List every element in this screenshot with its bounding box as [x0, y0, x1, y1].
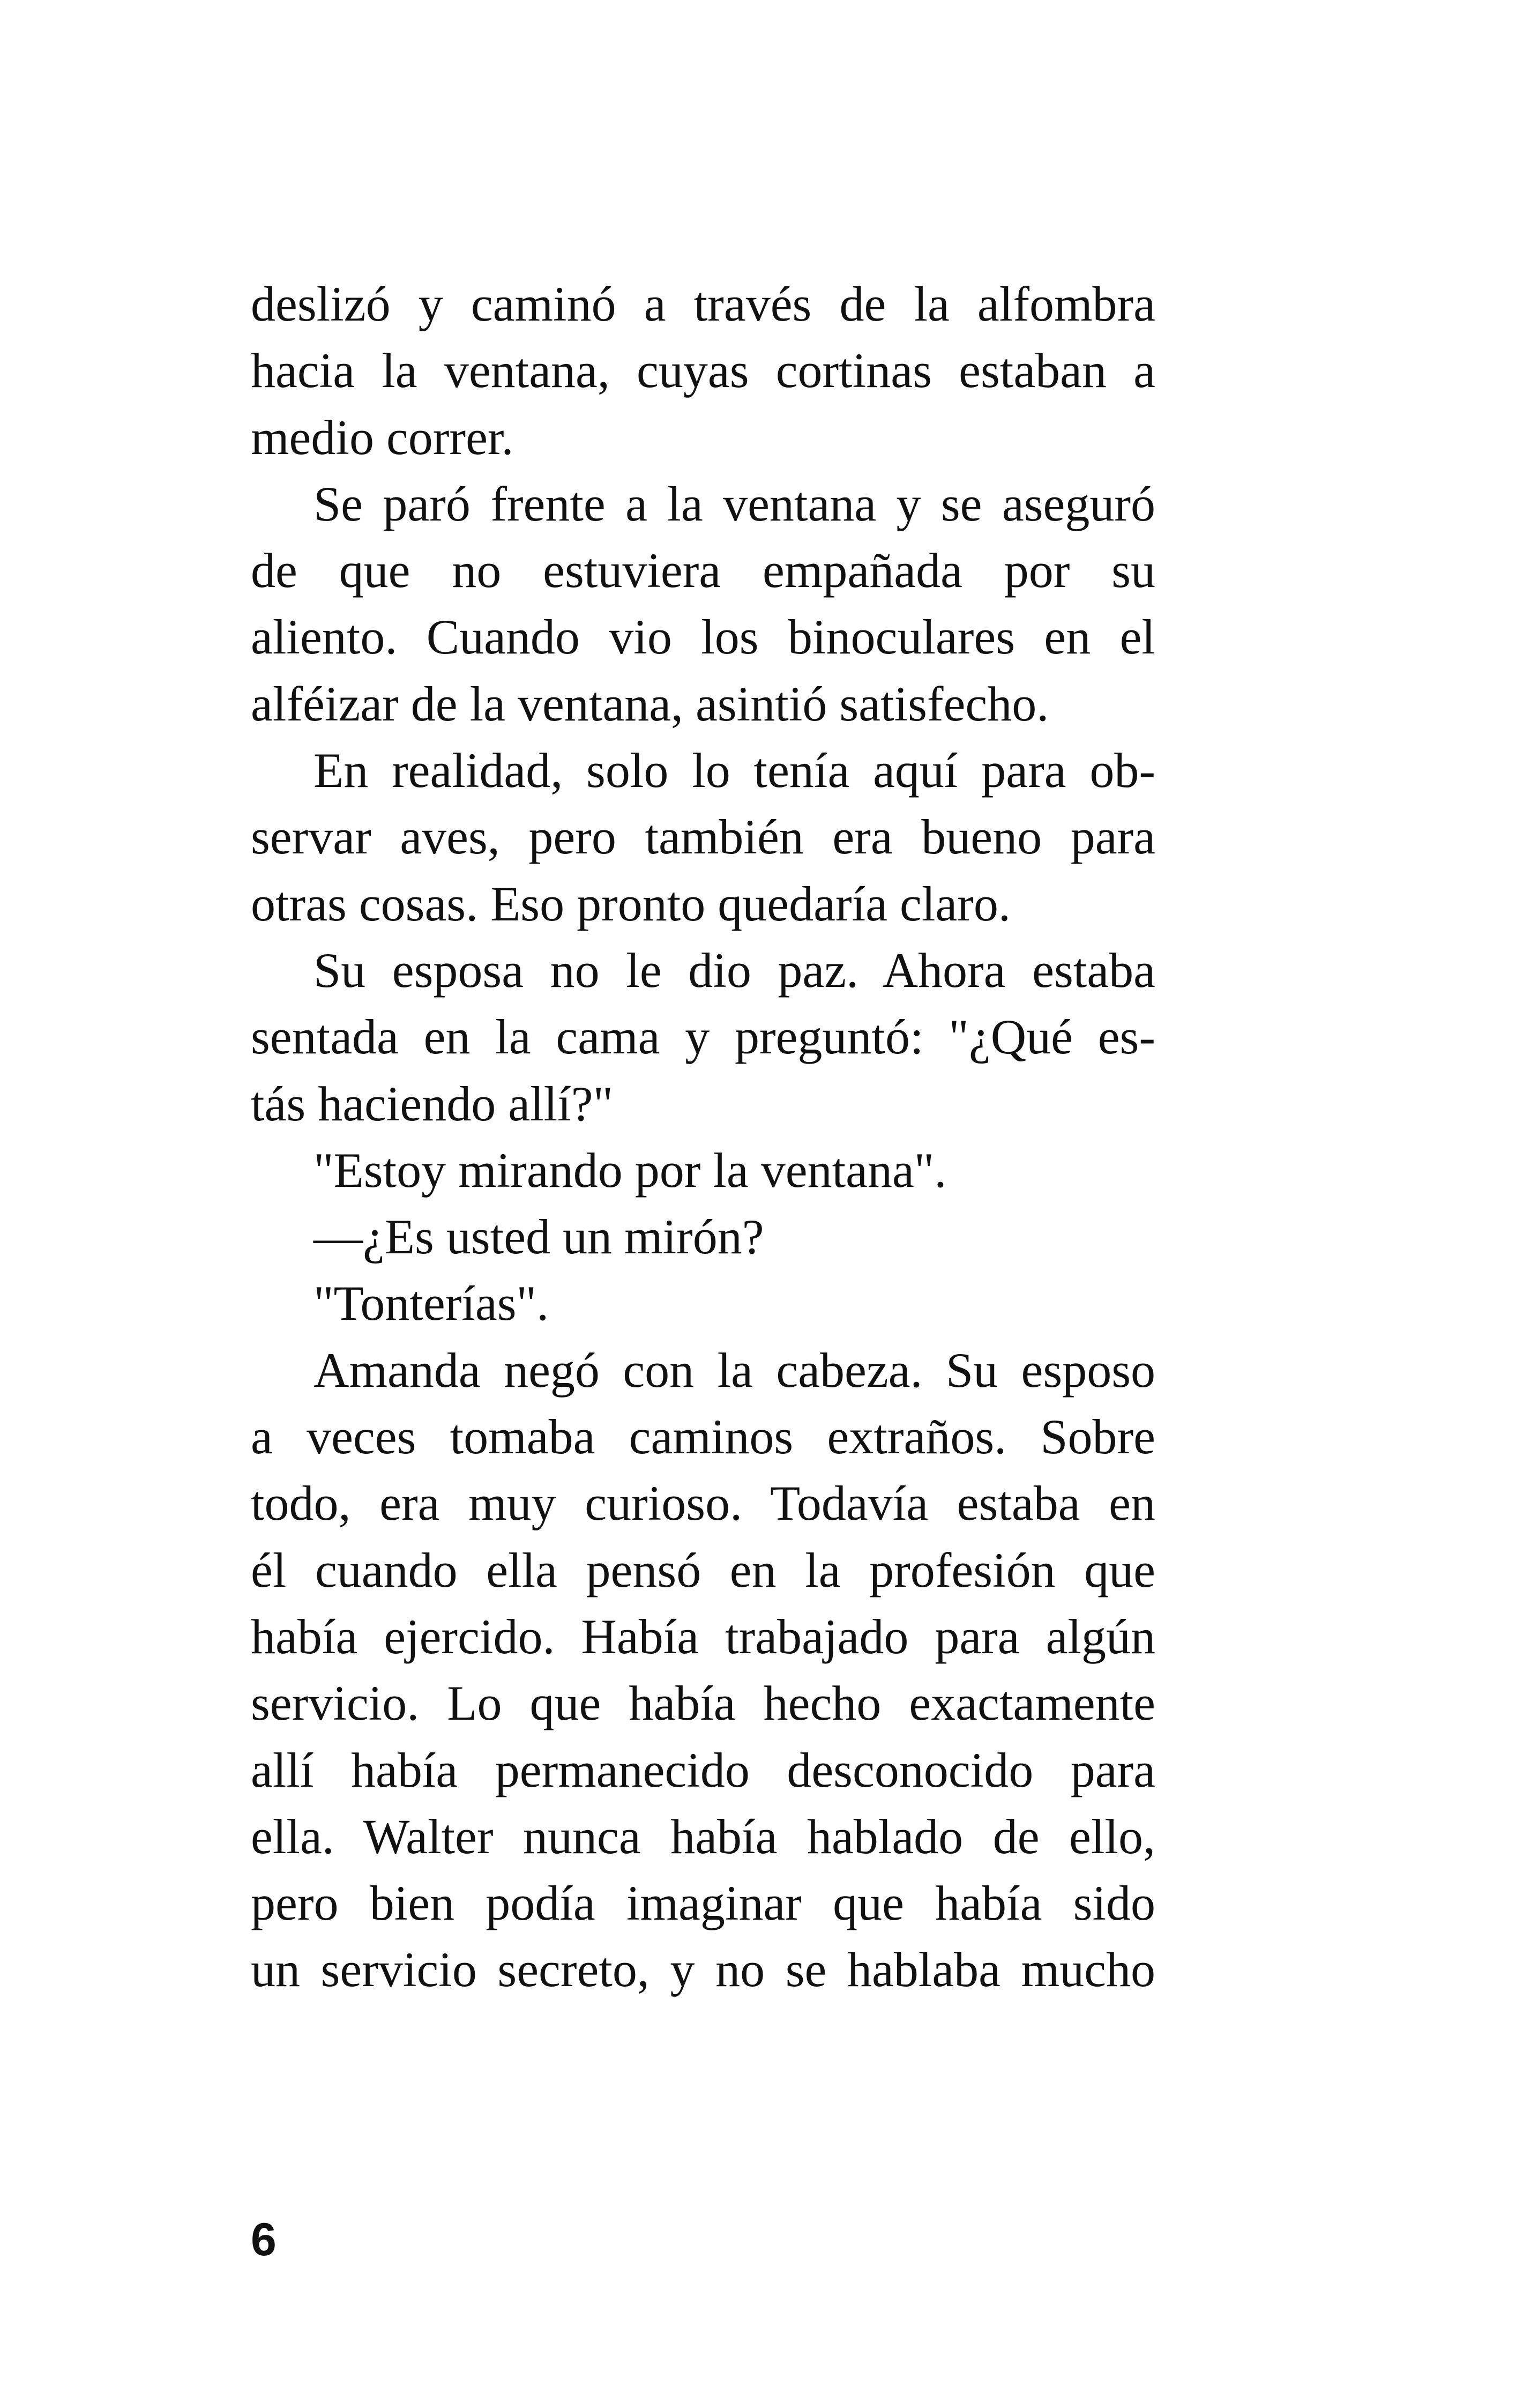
- text-line: "Estoy mirando por la ventana".: [313, 1142, 947, 1198]
- text-line: ella. Walter nunca había hablado de ello,: [251, 1809, 1155, 1864]
- text-line: En realidad, solo lo tenía aquí para ob-: [313, 743, 1155, 798]
- text-line: tás haciendo allí?": [251, 1076, 614, 1131]
- text-line: Amanda negó con la cabeza. Su esposo: [313, 1342, 1155, 1398]
- text-line: todo, era muy curioso. Todavía estaba en: [251, 1476, 1155, 1531]
- text-line: sentada en la cama y preguntó: "¿Qué es-: [251, 1009, 1155, 1065]
- text-line: deslizó y caminó a través de la alfombra: [251, 277, 1155, 331]
- text-line: "Tonterías".: [313, 1276, 549, 1331]
- text-line: Se paró frente a la ventana y se aseguró: [313, 476, 1155, 531]
- text-line: aliento. Cuando vio los binoculares en el: [251, 610, 1155, 665]
- text-line: él cuando ella pensó en la profesión que: [251, 1542, 1155, 1597]
- text-line: allí había permanecido desconocido para: [251, 1742, 1155, 1797]
- text-line: otras cosas. Eso pronto quedaría claro.: [251, 876, 1011, 931]
- text-line: hacia la ventana, cuyas cortinas estaban a: [251, 343, 1155, 398]
- page-number: 6: [251, 2214, 277, 2265]
- text-line: servicio. Lo que había hecho exactamente: [251, 1676, 1155, 1731]
- text-line: había ejercido. Había trabajado para algún: [251, 1609, 1155, 1664]
- text-line: de que no estuviera empañada por su: [251, 543, 1155, 598]
- text-line: a veces tomaba caminos extraños. Sobre: [251, 1409, 1155, 1465]
- text-line: —¿Es usted un mirón?: [313, 1209, 764, 1265]
- text-line: medio correr.: [251, 410, 514, 465]
- text-line: servar aves, pero también era bueno para: [251, 809, 1155, 865]
- text-line: alféizar de la ventana, asintió satisfecho.: [251, 676, 1049, 731]
- text-line: un servicio secreto, y no se hablaba mucho: [251, 1942, 1155, 1997]
- text-line: pero bien podía imaginar que había sido: [251, 1876, 1155, 1931]
- body-text: [251, 271, 1155, 2003]
- text-line: Su esposa no le dio paz. Ahora estaba: [313, 942, 1155, 998]
